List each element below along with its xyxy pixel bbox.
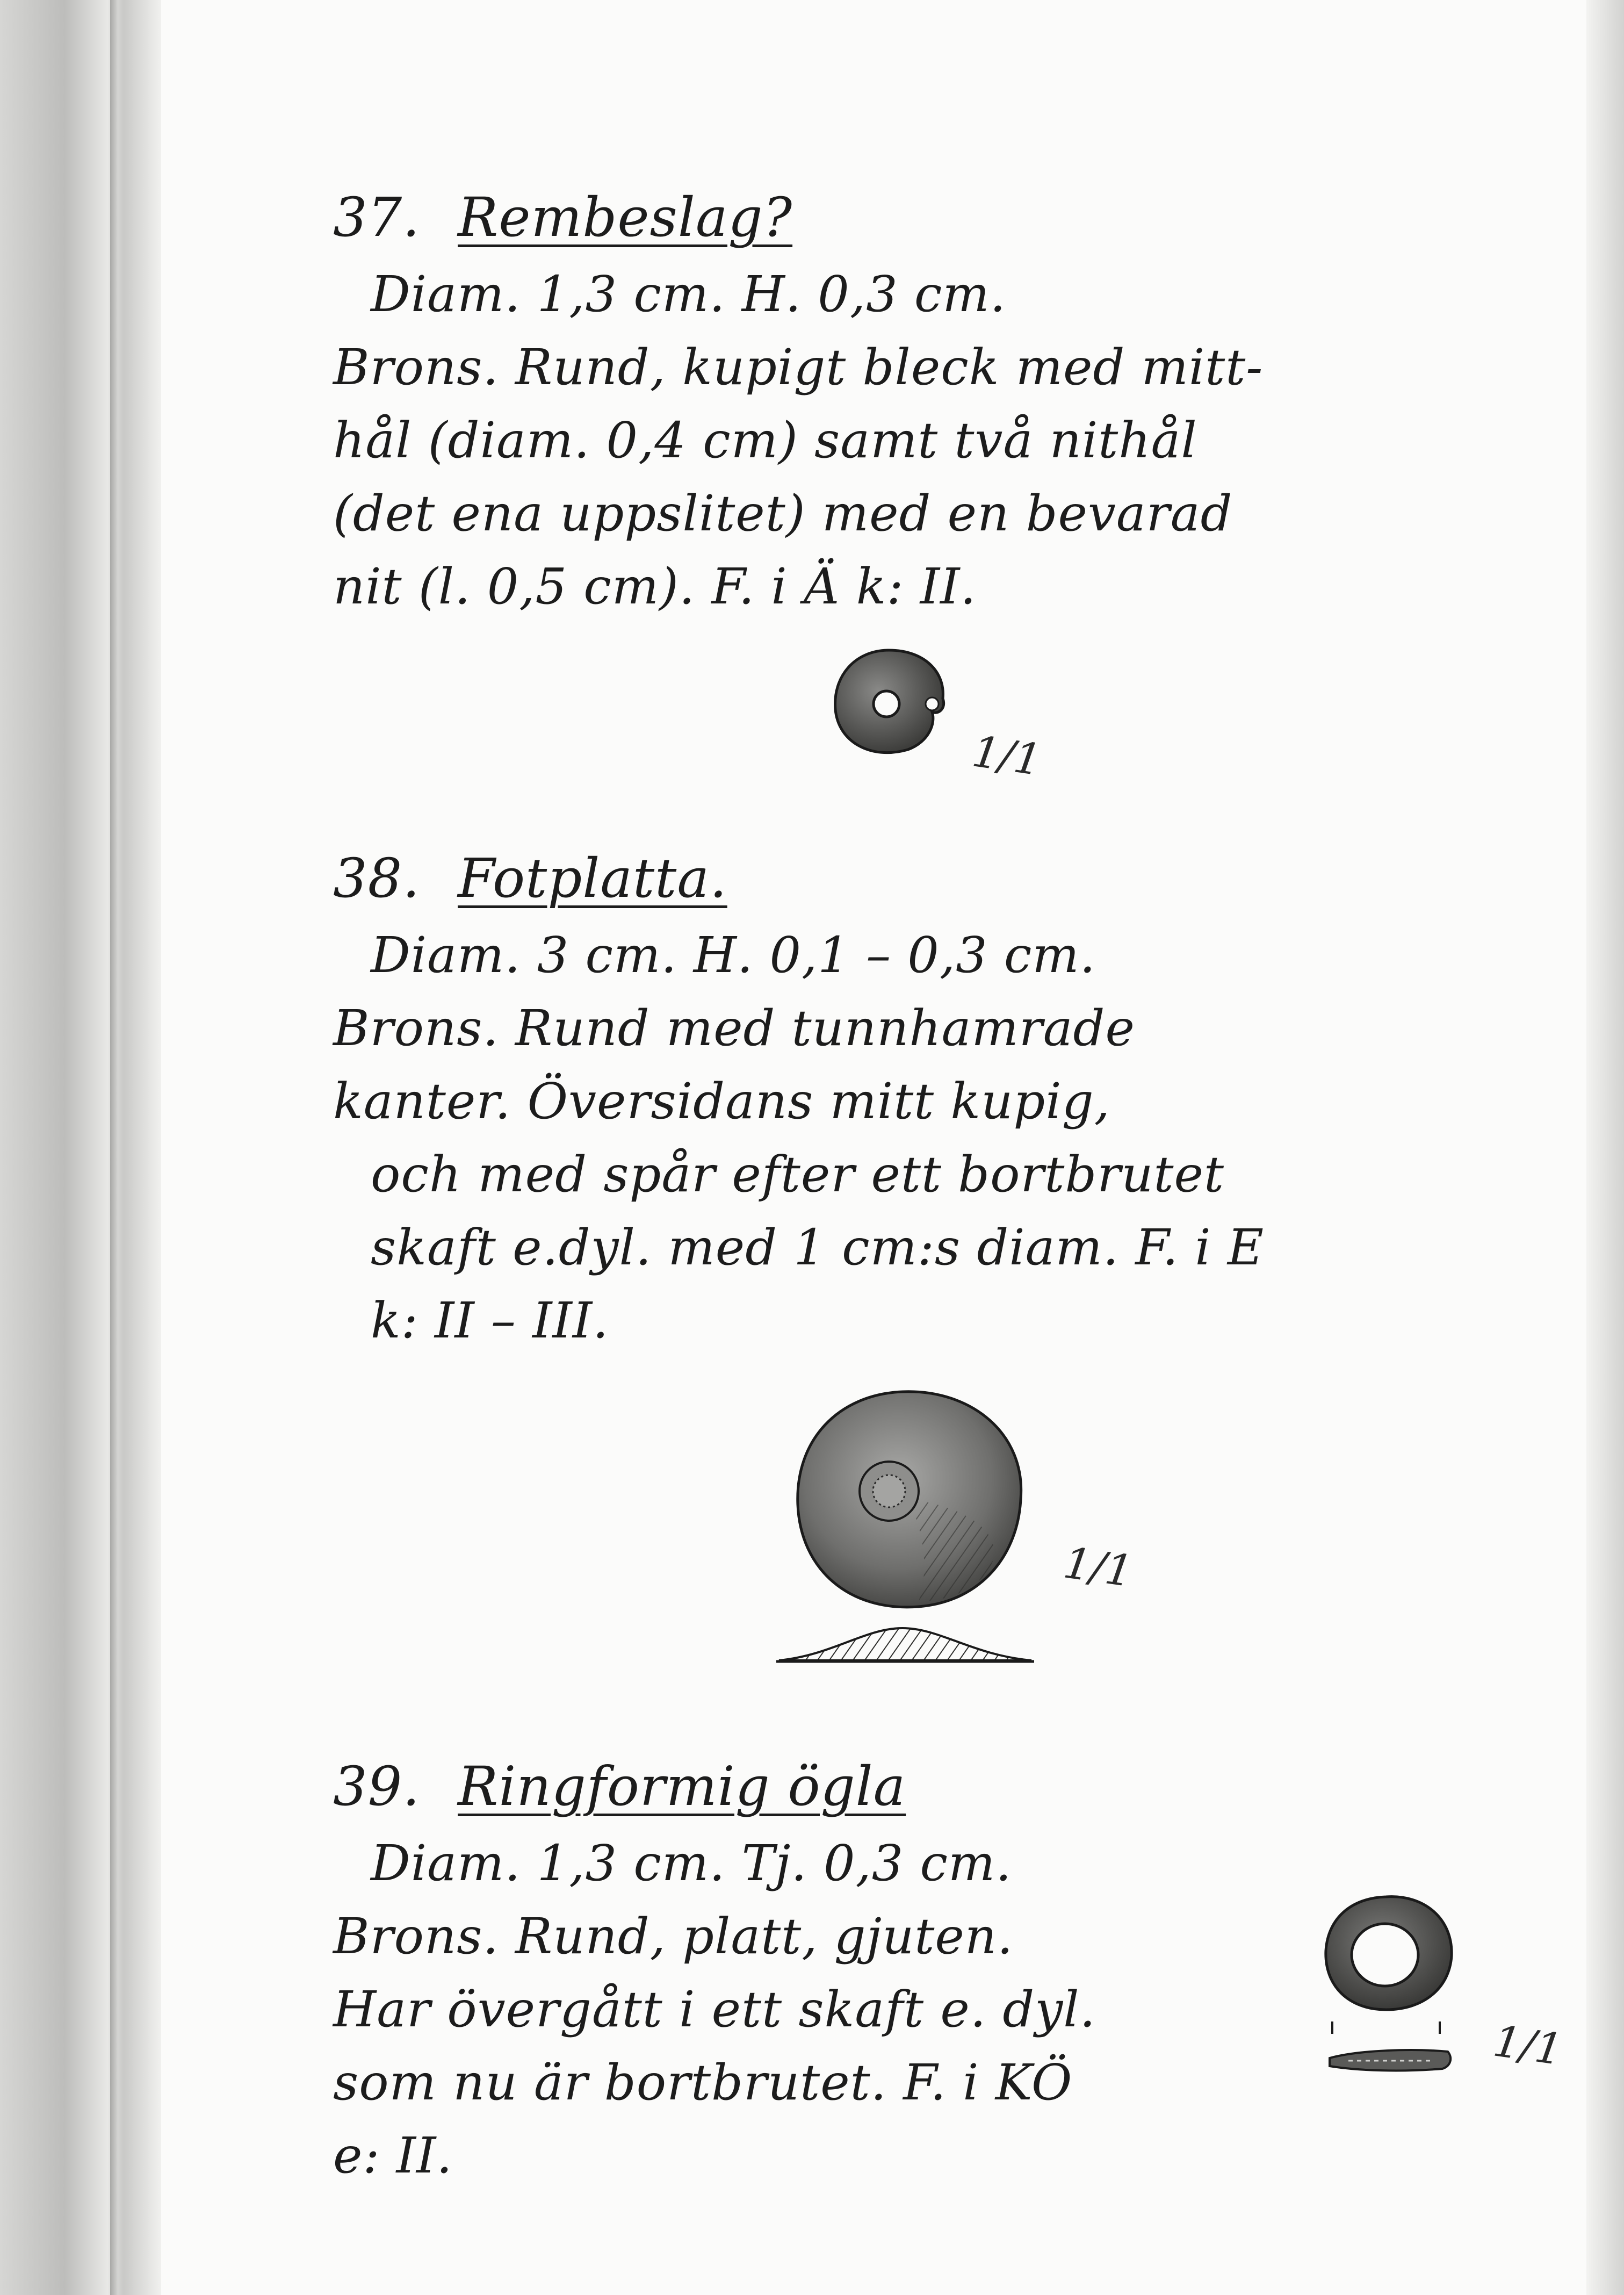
description-line: Brons. Rund, kupigt bleck med mitt-	[333, 339, 1264, 396]
entry-title: Rembeslag?	[458, 186, 793, 249]
description-line: skaft e.dyl. med 1 cm:s diam. F. i E	[371, 1219, 1265, 1276]
measurement-line: Diam. 3 cm. H. 0,1 – 0,3 cm.	[371, 926, 1096, 984]
binding-line	[110, 0, 118, 2295]
page-edge	[1586, 0, 1624, 2295]
measurement-line: Diam. 1,3 cm. Tj. 0,3 cm.	[371, 1834, 1012, 1892]
description-line: som nu är bortbrutet. F. i KÖ	[333, 2054, 1073, 2111]
description-line: e: II.	[333, 2127, 453, 2184]
description-line: Har övergått i ett skaft e. dyl.	[333, 1981, 1096, 2038]
entry-37	[333, 177, 1515, 623]
description-line: hål (diam. 0,4 cm) samt två nithål	[333, 412, 1197, 469]
description-line: kanter. Översidans mitt kupig,	[333, 1073, 1110, 1130]
description-line: k: II – III.	[371, 1292, 609, 1349]
entry-heading	[333, 838, 1515, 919]
scale-label: 1/1	[969, 726, 1045, 786]
description-line: Brons. Rund med tunnhamrade	[333, 999, 1135, 1057]
strap-mount-drawing	[822, 639, 956, 763]
scale-label: 1/1	[1490, 2016, 1566, 2075]
description-line: (det ena uppslitet) med en bevarad	[333, 485, 1233, 542]
foot-plate-drawing	[768, 1376, 1048, 1677]
entry-38	[333, 838, 1515, 1357]
entry-title: Fotplatta.	[458, 847, 727, 910]
entry-heading	[333, 177, 1515, 258]
book-gutter	[0, 0, 161, 2295]
description-line: Brons. Rund, platt, gjuten.	[333, 1908, 1014, 1965]
ring-loop-drawing	[1311, 1881, 1472, 2096]
entry-number: 38.	[333, 847, 421, 910]
entry-number: 39.	[333, 1755, 421, 1818]
scale-label: 1/1	[1060, 1537, 1136, 1597]
description-line: nit (l. 0,5 cm). F. i Ä k: II.	[333, 558, 977, 615]
description-line: och med spår efter ett bortbrutet	[371, 1146, 1224, 1203]
measurement-line: Diam. 1,3 cm. H. 0,3 cm.	[371, 265, 1006, 323]
entry-heading	[333, 1746, 1515, 1827]
entry-title: Ringformig ögla	[458, 1755, 906, 1818]
entry-number: 37.	[333, 186, 421, 249]
